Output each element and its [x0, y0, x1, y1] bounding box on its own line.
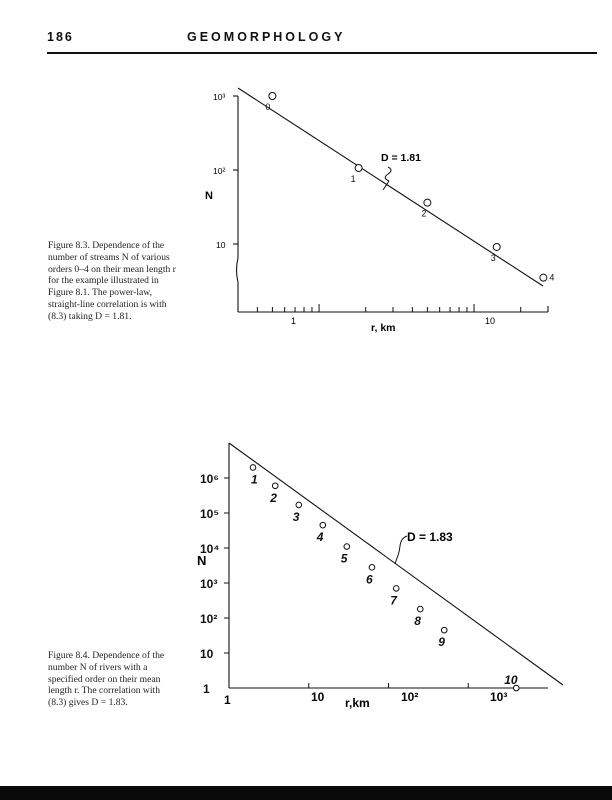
- point-label-order-7: 7: [390, 593, 397, 608]
- y-tick-label: 10⁶: [200, 472, 219, 486]
- data-point-order-2: [272, 483, 278, 489]
- data-point-order-6: [369, 565, 375, 571]
- y-tick-label: 10²: [200, 612, 218, 626]
- point-label-order-8: 8: [414, 614, 421, 629]
- data-point-order-7: [393, 586, 399, 592]
- page-number: 186: [47, 30, 74, 44]
- point-label-order-5: 5: [340, 551, 348, 566]
- data-point-order-3: [296, 502, 302, 508]
- fit-annotation: D = 1.81: [381, 152, 421, 164]
- y-tick-label: 10⁵: [200, 507, 219, 521]
- point-label-order-9: 9: [438, 635, 445, 650]
- point-label-order-1: 1: [350, 174, 356, 184]
- x-tick-label-100: 10²: [401, 690, 419, 704]
- annotation-leader: [395, 536, 407, 564]
- scan-edge-band: [0, 786, 612, 800]
- point-label-order-2: 2: [421, 208, 427, 219]
- data-point-order-9: [441, 627, 447, 633]
- point-label-order-4: 4: [316, 530, 324, 545]
- point-label-order-2: 2: [270, 490, 277, 505]
- point-label-order-4: 4: [549, 272, 555, 283]
- figure-8-4-caption: Figure 8.4. Dependence of the number N of rivers with a specified order on their mean length r. The correlation with (8.3) gives D = 1.83.: [48, 650, 165, 709]
- x-tick-label-1000: 10³: [490, 690, 508, 704]
- y-axis-label: N: [205, 190, 213, 202]
- y-tick-label: 10⁴: [200, 542, 220, 556]
- point-label-order-3: 3: [292, 509, 300, 524]
- x-tick-label-1: 1: [291, 316, 297, 326]
- point-label-order-6: 6: [365, 572, 373, 587]
- y-tick-label: 1: [203, 682, 210, 696]
- point-label-order-0: 0: [265, 102, 271, 112]
- fit-annotation: D = 1.83: [407, 530, 453, 544]
- y-axis-label: N: [197, 553, 207, 568]
- point-label-order-3: 3: [490, 252, 496, 263]
- figure-8-4-axes: [229, 443, 548, 688]
- data-point-order-5: [344, 544, 350, 550]
- data-point-order-1: [250, 465, 256, 471]
- y-tick-label-1000: 10³: [213, 92, 226, 102]
- x-tick-label-10: 10: [485, 316, 496, 326]
- point-label-order-1: 1: [251, 472, 258, 487]
- figure-8-3-caption: Figure 8.3. Dependence of the number of streams N of various orders 0–4 on their mean length r for the example illustrated in Figure 8.1. The power-law, straight-line correlation is with (8.3) taking D = 1.81.: [48, 240, 176, 322]
- x-axis-label: r,km: [345, 696, 370, 710]
- figure-8-4-fit-line: [229, 443, 563, 685]
- data-point-order-4: [320, 522, 326, 528]
- y-tick-label: 10³: [200, 577, 218, 591]
- y-tick-label-100: 10²: [213, 166, 226, 176]
- running-head: GEOMORPHOLOGY: [187, 30, 346, 44]
- y-tick-label: 10: [200, 647, 214, 661]
- x-tick-label-10: 10: [311, 690, 325, 704]
- data-point-order-8: [417, 606, 423, 612]
- x-axis-label: r, km: [371, 322, 396, 334]
- x-tick-label-1: 1: [224, 693, 231, 707]
- y-tick-label-10: 10: [216, 240, 226, 250]
- point-label-order-10: 10: [504, 673, 518, 687]
